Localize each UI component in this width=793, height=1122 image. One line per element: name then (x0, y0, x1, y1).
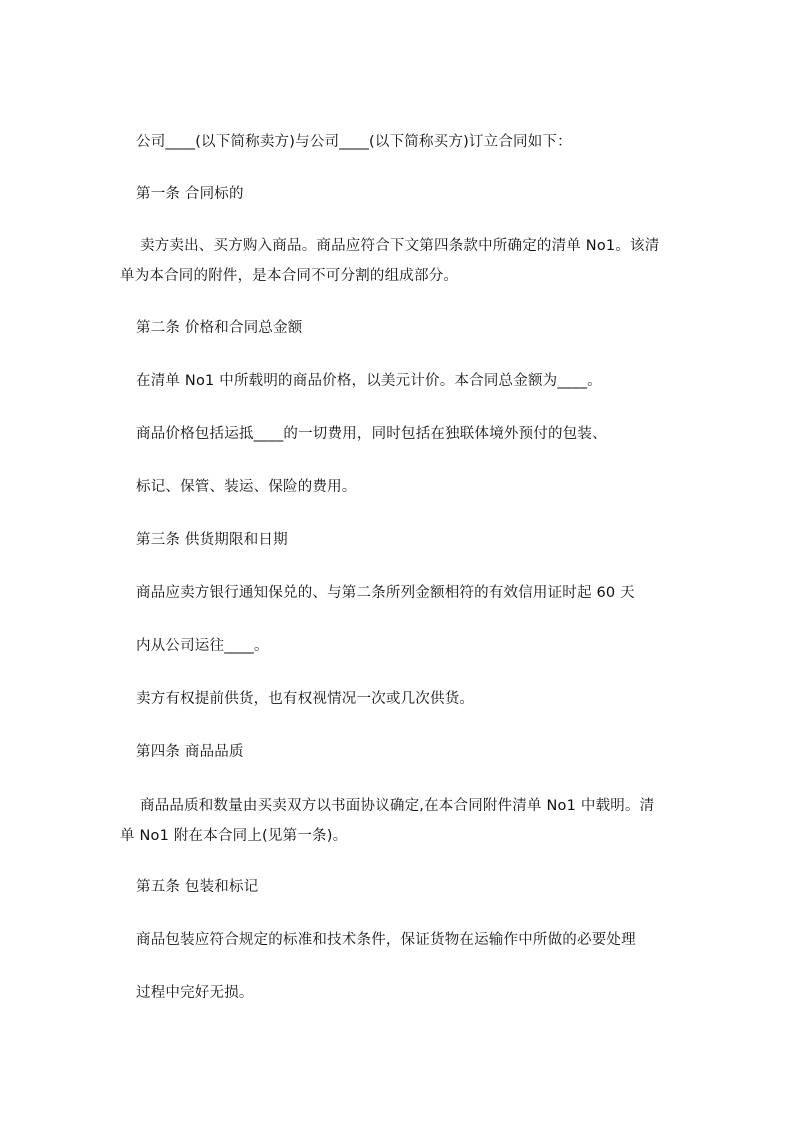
article-4-text-line-1: 商品品质和数量由买卖双方以书面协议确定,在本合同附件清单 No1 中载明。清 (140, 798, 655, 814)
article-3-paragraph-3: 卖方有权提前供货，也有权视情况一次或几次供货。 (136, 691, 475, 707)
article-1-heading: 第一条 合同标的 (136, 186, 244, 202)
article-2-paragraph-1: 在清单 No1 中所载明的商品价格，以美元计价。本合同总金额为____。 (136, 373, 602, 389)
article-1-text-line-1: 卖方卖出、买方购入商品。商品应符合下文第四条款中所确定的清单 No1。该清 (140, 238, 660, 254)
article-5-paragraph-1: 商品包装应符合规定的标准和技术条件，保证货物在运输作中所做的必要处理 (136, 932, 636, 948)
article-1-text-line-2: 单为本合同的附件，是本合同不可分割的组成部分。 (120, 268, 459, 284)
article-2-paragraph-3: 标记、保管、装运、保险的费用。 (136, 479, 357, 495)
article-4-text-line-2: 单 No1 附在本合同上(见第一条)。 (120, 828, 348, 844)
article-5-heading: 第五条 包装和标记 (136, 879, 259, 895)
article-4-heading: 第四条 商品品质 (136, 744, 244, 760)
article-5-paragraph-2: 过程中完好无损。 (136, 985, 254, 1001)
article-2-heading: 第二条 价格和合同总金额 (136, 320, 303, 336)
article-3-paragraph-1: 商品应卖方银行通知保兑的、与第二条所列金额相符的有效信用证时起 60 天 (136, 585, 635, 601)
article-3-heading: 第三条 供货期限和日期 (136, 532, 288, 548)
article-3-paragraph-2: 内从公司运往____。 (136, 638, 269, 654)
contract-intro: 公司____(以下简称卖方)与公司____(以下简称买方)订立合同如下： (136, 134, 572, 150)
article-2-paragraph-2: 商品价格包括运抵____的一切费用，同时包括在独联体境外预付的包装、 (136, 426, 607, 442)
